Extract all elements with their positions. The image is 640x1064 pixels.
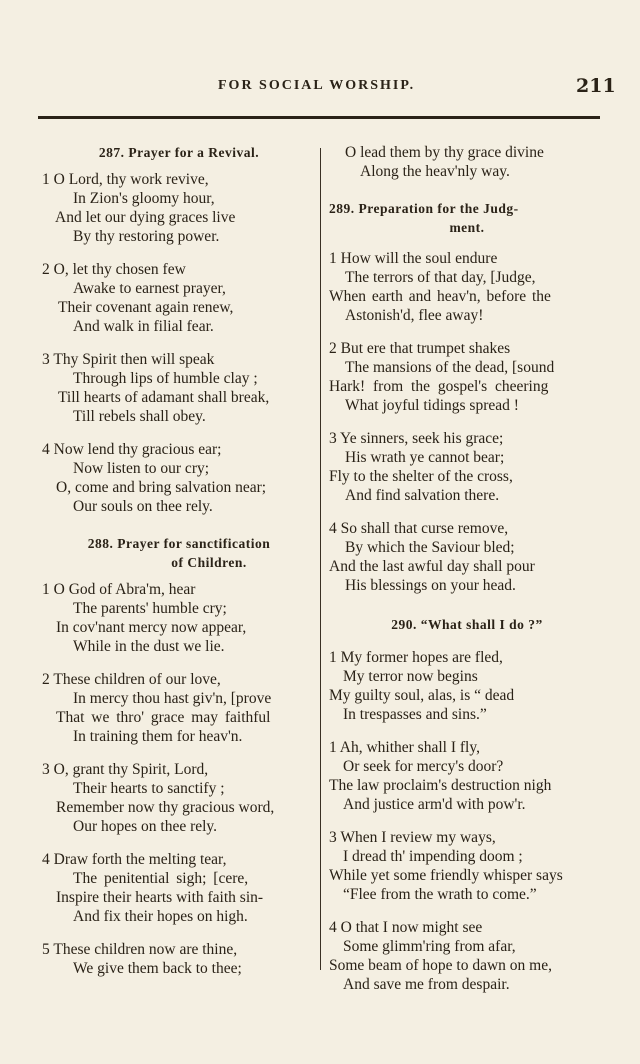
verse-line: 2 O, let thy chosen few — [42, 261, 186, 278]
verse-line: Our souls on thee rely. — [73, 498, 213, 515]
hymn-title-line: 289. Preparation for the Judg- — [329, 201, 519, 216]
hymn-title-line: of Children. — [171, 555, 247, 570]
verse-line: 3 Thy Spirit then will speak — [42, 351, 215, 368]
verse-line: The terrors of that day, [Judge, — [345, 269, 536, 286]
verse-line: That we thro' grace may faithful — [56, 709, 271, 726]
hymn-title-line: 288. Prayer for sanctification — [87, 536, 271, 551]
verse-line: 1 My former hopes are fled, — [329, 649, 503, 666]
verse — [42, 580, 316, 656]
verse-line: 4 So shall that curse remove, — [329, 520, 509, 537]
verse-line: 3 O, grant thy Spirit, Lord, — [42, 761, 209, 778]
hymn-290 — [329, 615, 605, 994]
verse-line: His blessings on your head. — [345, 577, 516, 594]
verse-line: In training them for heav'n. — [73, 728, 243, 745]
verse-line: 4 Now lend thy gracious ear; — [42, 441, 222, 458]
right-column — [329, 143, 605, 994]
page-number: 211 — [576, 75, 616, 97]
verse-line: 4 Draw forth the melting tear, — [42, 851, 227, 868]
verse — [329, 519, 605, 595]
verse-line: Till rebels shall obey. — [73, 408, 206, 425]
verse-line: Their covenant again renew, — [58, 299, 234, 316]
verse-line: My terror now begins — [343, 668, 478, 685]
verse-line: The penitential sigh; [cere, — [73, 870, 249, 887]
verse-line: 1 Ah, whither shall I fly, — [329, 739, 480, 756]
verse-line: In trespasses and sins.” — [343, 706, 487, 723]
hymn-title: 290. “What shall I do ?” — [391, 617, 543, 632]
verse-line: My guilty soul, alas, is “ dead — [329, 687, 515, 704]
hymn-289 — [329, 199, 605, 595]
verse — [42, 850, 316, 926]
verse-line: Some beam of hope to dawn on me, — [329, 957, 552, 974]
verse-line: By which the Saviour bled; — [345, 539, 515, 556]
verse-line: And the last awful day shall pour — [329, 558, 535, 575]
verse — [42, 350, 316, 426]
verse-line: 2 These children of our love, — [42, 671, 221, 688]
header-rule — [38, 116, 600, 119]
verse-line: In cov'nant mercy now appear, — [56, 619, 247, 636]
hymn-288-continued — [329, 143, 605, 181]
verse-line: Now listen to our cry; — [73, 460, 210, 477]
left-column — [42, 143, 316, 978]
verse-line: Hark! from the gospel's cheering — [329, 378, 549, 395]
verse-line: In mercy thou hast giv'n, [prove — [73, 690, 272, 707]
verse-line: O lead them by thy grace divine — [345, 144, 544, 161]
hymn-287 — [42, 143, 316, 516]
hymn-title — [42, 534, 316, 572]
verse-line: While yet some friendly whisper says — [329, 867, 563, 884]
verse-line: Astonish'd, flee away! — [345, 307, 484, 324]
verse-line: While in the dust we lie. — [73, 638, 225, 655]
verse — [329, 918, 605, 994]
verse-line: Remember now thy gracious word, — [56, 799, 275, 816]
verse-line: Awake to earnest prayer, — [73, 280, 226, 297]
verse-line: Their hearts to sanctify ; — [73, 780, 225, 797]
verse-line: 4 O that I now might see — [329, 919, 483, 936]
verse-line: By thy restoring power. — [73, 228, 220, 245]
verse-line: When earth and heav'n, before the — [329, 288, 551, 305]
hymn-title-line: ment. — [449, 220, 485, 235]
verse-line: Inspire their hearts with faith sin- — [56, 889, 264, 906]
verse-line: 1 O Lord, thy work revive, — [42, 171, 209, 188]
verse-line: In Zion's gloomy hour, — [73, 190, 215, 207]
verse-line: The parents' humble cry; — [73, 600, 227, 617]
verse-line: And justice arm'd with pow'r. — [343, 796, 526, 813]
verse-line: 2 But ere that trumpet shakes — [329, 340, 511, 357]
verse — [42, 260, 316, 336]
hymn-title — [329, 199, 605, 237]
verse-line: His wrath ye cannot bear; — [345, 449, 505, 466]
verse-line: 3 When I review my ways, — [329, 829, 496, 846]
verse-line: And walk in filial fear. — [73, 318, 214, 335]
verse-line: 5 These children now are thine, — [42, 941, 238, 958]
running-head — [0, 75, 640, 100]
verse-line: The law proclaim's destruction nigh — [329, 777, 552, 794]
verse-line: And save me from despair. — [343, 976, 510, 993]
verse — [42, 760, 316, 836]
verse-line: And let our dying graces live — [55, 209, 236, 226]
verse — [329, 249, 605, 325]
verse-line: 1 O God of Abra'm, hear — [42, 581, 196, 598]
verse — [329, 648, 605, 724]
running-title: FOR SOCIAL WORSHIP. — [218, 78, 416, 93]
hymn-title: 287. Prayer for a Revival. — [98, 145, 260, 160]
verse-line: Fly to the shelter of the cross, — [329, 468, 513, 485]
verse — [329, 429, 605, 505]
verse-line: Along the heav'nly way. — [360, 163, 510, 180]
verse — [42, 940, 316, 978]
verse-line: “Flee from the wrath to come.” — [343, 886, 537, 903]
verse-line: And find salvation there. — [345, 487, 500, 504]
verse-line: Through lips of humble clay ; — [73, 370, 258, 387]
hymn-288 — [42, 534, 316, 978]
verse-line: Some glimm'ring from afar, — [343, 938, 516, 955]
verse-line: I dread th' impending doom ; — [343, 848, 523, 865]
verse-line: 1 How will the soul endure — [329, 250, 498, 267]
verse — [42, 670, 316, 746]
verse-line: Or seek for mercy's door? — [343, 758, 504, 775]
verse — [42, 440, 316, 516]
verse — [42, 170, 316, 246]
verse-line: And fix their hopes on high. — [73, 908, 248, 925]
verse-line: O, come and bring salvation near; — [56, 479, 267, 496]
verse-line: 3 Ye sinners, seek his grace; — [329, 430, 504, 447]
verse-line: Our hopes on thee rely. — [73, 818, 218, 835]
verse-line: We give them back to thee; — [73, 960, 242, 977]
verse-line: Till hearts of adamant shall break, — [58, 389, 270, 406]
verse-line: The mansions of the dead, [sound — [345, 359, 555, 376]
column-divider — [320, 148, 321, 970]
verse — [329, 738, 605, 814]
verse — [329, 339, 605, 415]
verse — [329, 828, 605, 904]
verse-line: What joyful tidings spread ! — [345, 397, 519, 414]
